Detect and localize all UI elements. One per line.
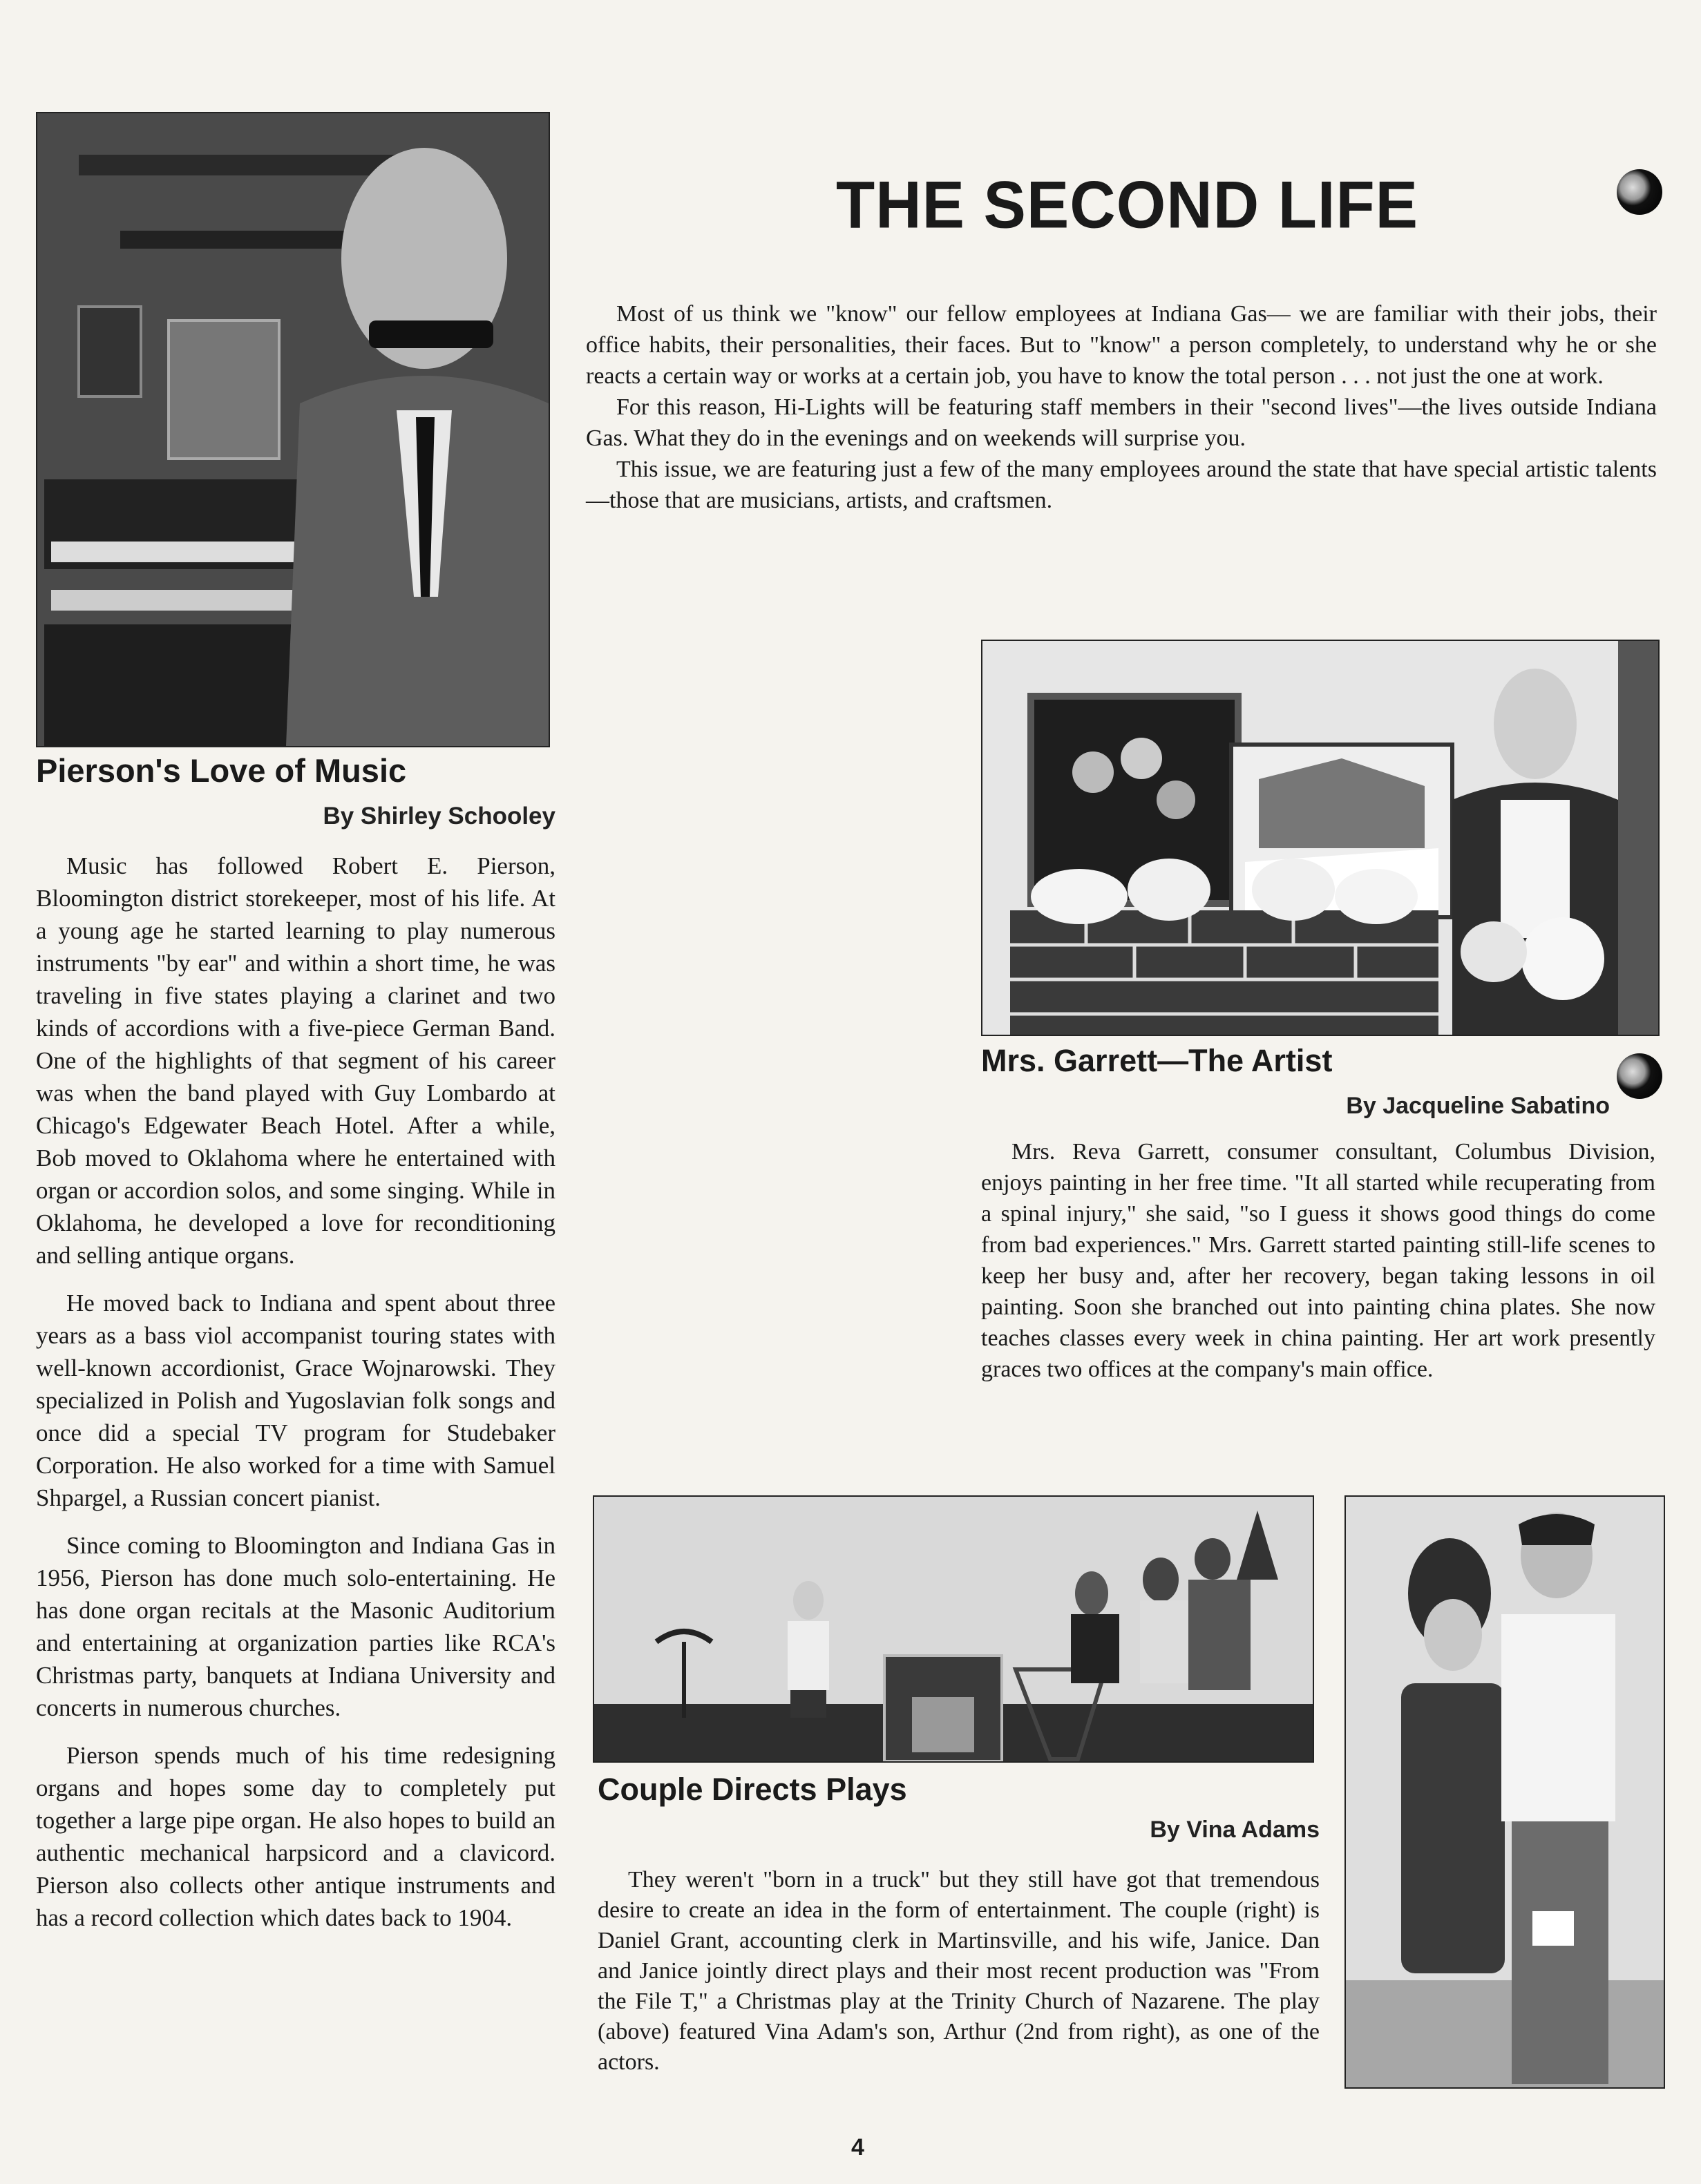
- plays-article-text: [598, 1865, 1320, 2093]
- article-paragraph: Pierson spends much of his time redesigning organs and hopes some day to completely put together a large pipe organ. He also hopes to build an authentic mechanical harpsicord and a clavicord. Pierson also collects other antique instruments and has a record collection which dates back to 1904.: [36, 1742, 555, 1931]
- garrett-byline: By Jacqueline Sabatino: [1346, 1093, 1610, 1119]
- page-title: THE SECOND LIFE: [836, 168, 1419, 242]
- article-paragraph: Since coming to Bloomington and Indiana Gas in 1956, Pierson has done much solo-entertaining. He has done organ recitals at the Masonic Auditorium and entertaining at organization parties like RCA's Christmas party, banquets at Indiana University and concerts in numerous churches.: [36, 1532, 555, 1721]
- article-paragraph: He moved back to Indiana and spent about three years as a bass viol accompanist touring states with well-known accordionist, Grace Wojnarowski. They specialized in Polish and Yugoslavian folk songs and once did a special TV program for Studebaker Corporation. He also worked for a time with Samuel Shpargel, a Russian concert pianist.: [36, 1290, 555, 1511]
- plays-byline: By Vina Adams: [1150, 1817, 1320, 1843]
- binder-hole-middle: [1617, 1053, 1662, 1099]
- garrett-headline: Mrs. Garrett—The Artist: [981, 1043, 1333, 1078]
- pierson-headline: Pierson's Love of Music: [36, 752, 407, 789]
- article-paragraph: They weren't "born in a truck" but they still have got that tremendous desire to create an idea in the form of entertainment. The couple (right) is Daniel Grant, accounting clerk in Martinsville, and his wife, Janice. Dan and Janice jointly direct plays and their most recent production was "From the File T," a Christmas play at the Trinity Church of Nazarene. The play (above) featured Vina Adam's son, Arthur (2nd from right), as one of the actors.: [598, 1867, 1320, 2075]
- intro-paragraph: For this reason, Hi-Lights will be featuring staff members in their "second lives"—the lives outside Indiana Gas. What they do in the evenings and on weekends will surprise you.: [586, 394, 1657, 451]
- grant-couple-photo: [1344, 1495, 1665, 2089]
- article-paragraph: Mrs. Reva Garrett, consumer consultant, Columbus Division, enjoys painting in her free time. "It all started while recuperating from a spinal injury," she said, "so I guess it shows good things do come from bad experiences." Mrs. Garrett started painting still-life scenes to keep her busy and, after her recovery, began taking lessons in oil painting. Soon she branched out into painting china plates. She now teaches classes every week in china painting. Her art work presently graces two offices at the company's main office.: [981, 1139, 1655, 1382]
- pierson-organ-photo: [36, 112, 550, 747]
- binder-hole-top: [1617, 169, 1662, 215]
- intro-paragraph: This issue, we are featuring just a few of the many employees around the state that have special artistic talents—those that are musicians, artists, and craftsmen.: [586, 457, 1657, 513]
- garrett-article-text: [981, 1136, 1655, 1400]
- christmas-play-photo: [593, 1495, 1314, 1763]
- pierson-byline: By Shirley Schooley: [323, 803, 555, 830]
- page-number: 4: [851, 2134, 864, 2161]
- pierson-article-text: [36, 850, 555, 1949]
- plays-headline: Couple Directs Plays: [598, 1772, 907, 1807]
- intro-paragraph: Most of us think we "know" our fellow employees at Indiana Gas— we are familiar with their jobs, their office habits, their personalities, their faces. But to "know" a person completely, to understand why he or she reacts a certain way or works at a certain job, you have to know the total person . . . not just the one at work.: [586, 301, 1657, 389]
- intro-text: [586, 298, 1657, 516]
- garrett-paintings-photo: [981, 640, 1660, 1036]
- article-paragraph: Music has followed Robert E. Pierson, Bloomington district storekeeper, most of his life. At a young age he started learning to play numerous instruments "by ear" and within a short time, he was traveling in five states playing a clarinet and two kinds of accordions with a five-piece German Band. One of the highlights of that segment of his career was when the band played with Guy Lombardo at Chicago's Edgewater Beach Hotel. After a while, Bob moved to Oklahoma where he entertained with organ or accordion solos, and some singing. While in Oklahoma, he developed a love for reconditioning and selling antique organs.: [36, 852, 555, 1269]
